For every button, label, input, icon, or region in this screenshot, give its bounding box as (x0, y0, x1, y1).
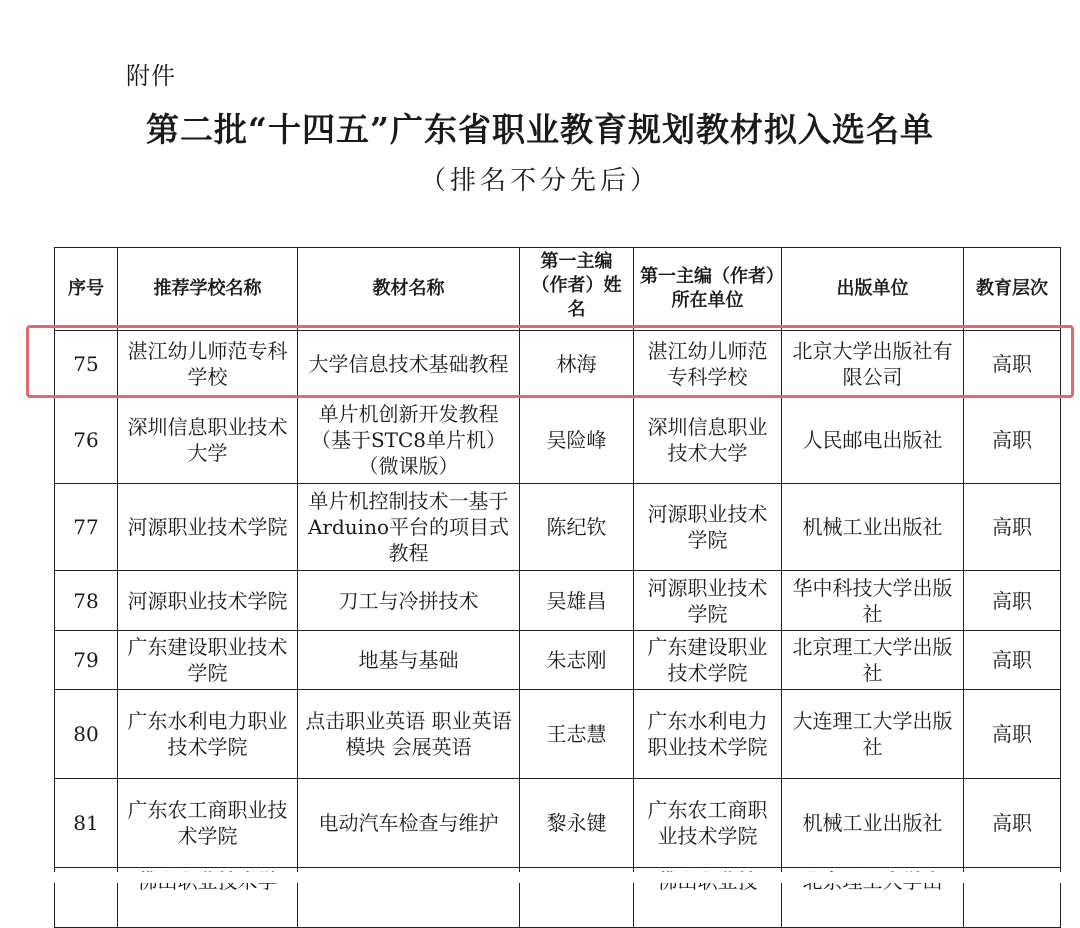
cell-index: 81 (55, 779, 118, 868)
document-subtitle: （排名不分先后） (419, 166, 660, 196)
cell-textbook: 点击职业英语 职业英语模块 会展英语 (298, 690, 520, 779)
cell-author-unit: 河源职业技术学院 (634, 484, 782, 571)
cell-publisher: 机械工业出版社 (782, 779, 964, 868)
header-author (520, 248, 634, 331)
header-school: 推荐学校名称 (118, 248, 298, 331)
table-row (55, 779, 1061, 868)
cell-author: 陈纪钦 (520, 484, 634, 571)
cell-author-unit: 河源职业技术学院 (634, 571, 782, 631)
header-textbook: 教材名称 (298, 248, 520, 331)
header-author-unit: 第一主编（作者）所在单位 (634, 248, 782, 331)
cell-author-unit: 深圳信息职业技术大学 (634, 397, 782, 484)
cell-publisher: 机械工业出版社 (782, 484, 964, 571)
cell-textbook: 单片机控制技术一基于Arduino平台的项目式教程 (298, 484, 520, 571)
cell-level: 高职 (964, 484, 1061, 571)
cell-author: 黎永键 (520, 779, 634, 868)
header-author-text: 第一主编（作者）姓名 (531, 251, 622, 320)
cell-school: 河源职业技术学院 (118, 484, 298, 571)
table-row (55, 631, 1061, 690)
table-row (55, 571, 1061, 631)
cell-author: 吴雄昌 (520, 571, 634, 631)
cell-level: 高职 (964, 779, 1061, 868)
page-bottom-edge (0, 872, 1080, 883)
header-index: 序号 (55, 248, 118, 331)
table-row (55, 397, 1061, 484)
header-level: 教育层次 (964, 248, 1061, 331)
table-row (55, 484, 1061, 571)
cell-index: 80 (55, 690, 118, 779)
cell-author-unit: 湛江幼儿师范专科学校 (634, 331, 782, 397)
cell-school: 广东建设职业技术学院 (118, 631, 298, 690)
document-title: 第二批“十四五”广东省职业教育规划教材拟入选名单 (146, 110, 934, 149)
cell-textbook: 刀工与冷拼技术 (298, 571, 520, 631)
cell-author: 王志慧 (520, 690, 634, 779)
table-row (55, 331, 1061, 397)
header-publisher: 出版单位 (782, 248, 964, 331)
cell-school: 深圳信息职业技术大学 (118, 397, 298, 484)
cell-level: 高职 (964, 690, 1061, 779)
table-row (55, 690, 1061, 779)
cell-index: 78 (55, 571, 118, 631)
cell-textbook: 地基与基础 (298, 631, 520, 690)
cell-school: 河源职业技术学院 (118, 571, 298, 631)
cell-publisher: 人民邮电出版社 (782, 397, 964, 484)
cell-school: 广东农工商职业技术学院 (118, 779, 298, 868)
cell-textbook: 单片机创新开发教程（基于STC8单片机）（微课版） (298, 397, 520, 484)
cell-index: 77 (55, 484, 118, 571)
cell-level: 高职 (964, 331, 1061, 397)
cell-level: 高职 (964, 631, 1061, 690)
attachment-label: 附件 (126, 62, 176, 90)
cell-publisher: 华中科技大学出版社 (782, 571, 964, 631)
cell-school: 湛江幼儿师范专科学校 (118, 331, 298, 397)
cell-publisher: 北京理工大学出版社 (782, 631, 964, 690)
cell-level: 高职 (964, 571, 1061, 631)
textbook-roster-table (54, 247, 1061, 928)
cell-publisher: 大连理工大学出版社 (782, 690, 964, 779)
cell-author: 林海 (520, 331, 634, 397)
cell-index: 79 (55, 631, 118, 690)
cell-author: 朱志刚 (520, 631, 634, 690)
cell-textbook: 大学信息技术基础教程 (298, 331, 520, 397)
table-header-row (55, 248, 1061, 331)
cell-author-unit: 广东建设职业技术学院 (634, 631, 782, 690)
cell-level: 高职 (964, 397, 1061, 484)
cell-textbook: 电动汽车检查与维护 (298, 779, 520, 868)
cell-index: 76 (55, 397, 118, 484)
cell-index: 75 (55, 331, 118, 397)
cell-school: 广东水利电力职业技术学院 (118, 690, 298, 779)
cell-author-unit: 广东水利电力职业技术学院 (634, 690, 782, 779)
cell-author: 吴险峰 (520, 397, 634, 484)
cell-author-unit: 广东农工商职业技术学院 (634, 779, 782, 868)
cell-publisher: 北京大学出版社有限公司 (782, 331, 964, 397)
